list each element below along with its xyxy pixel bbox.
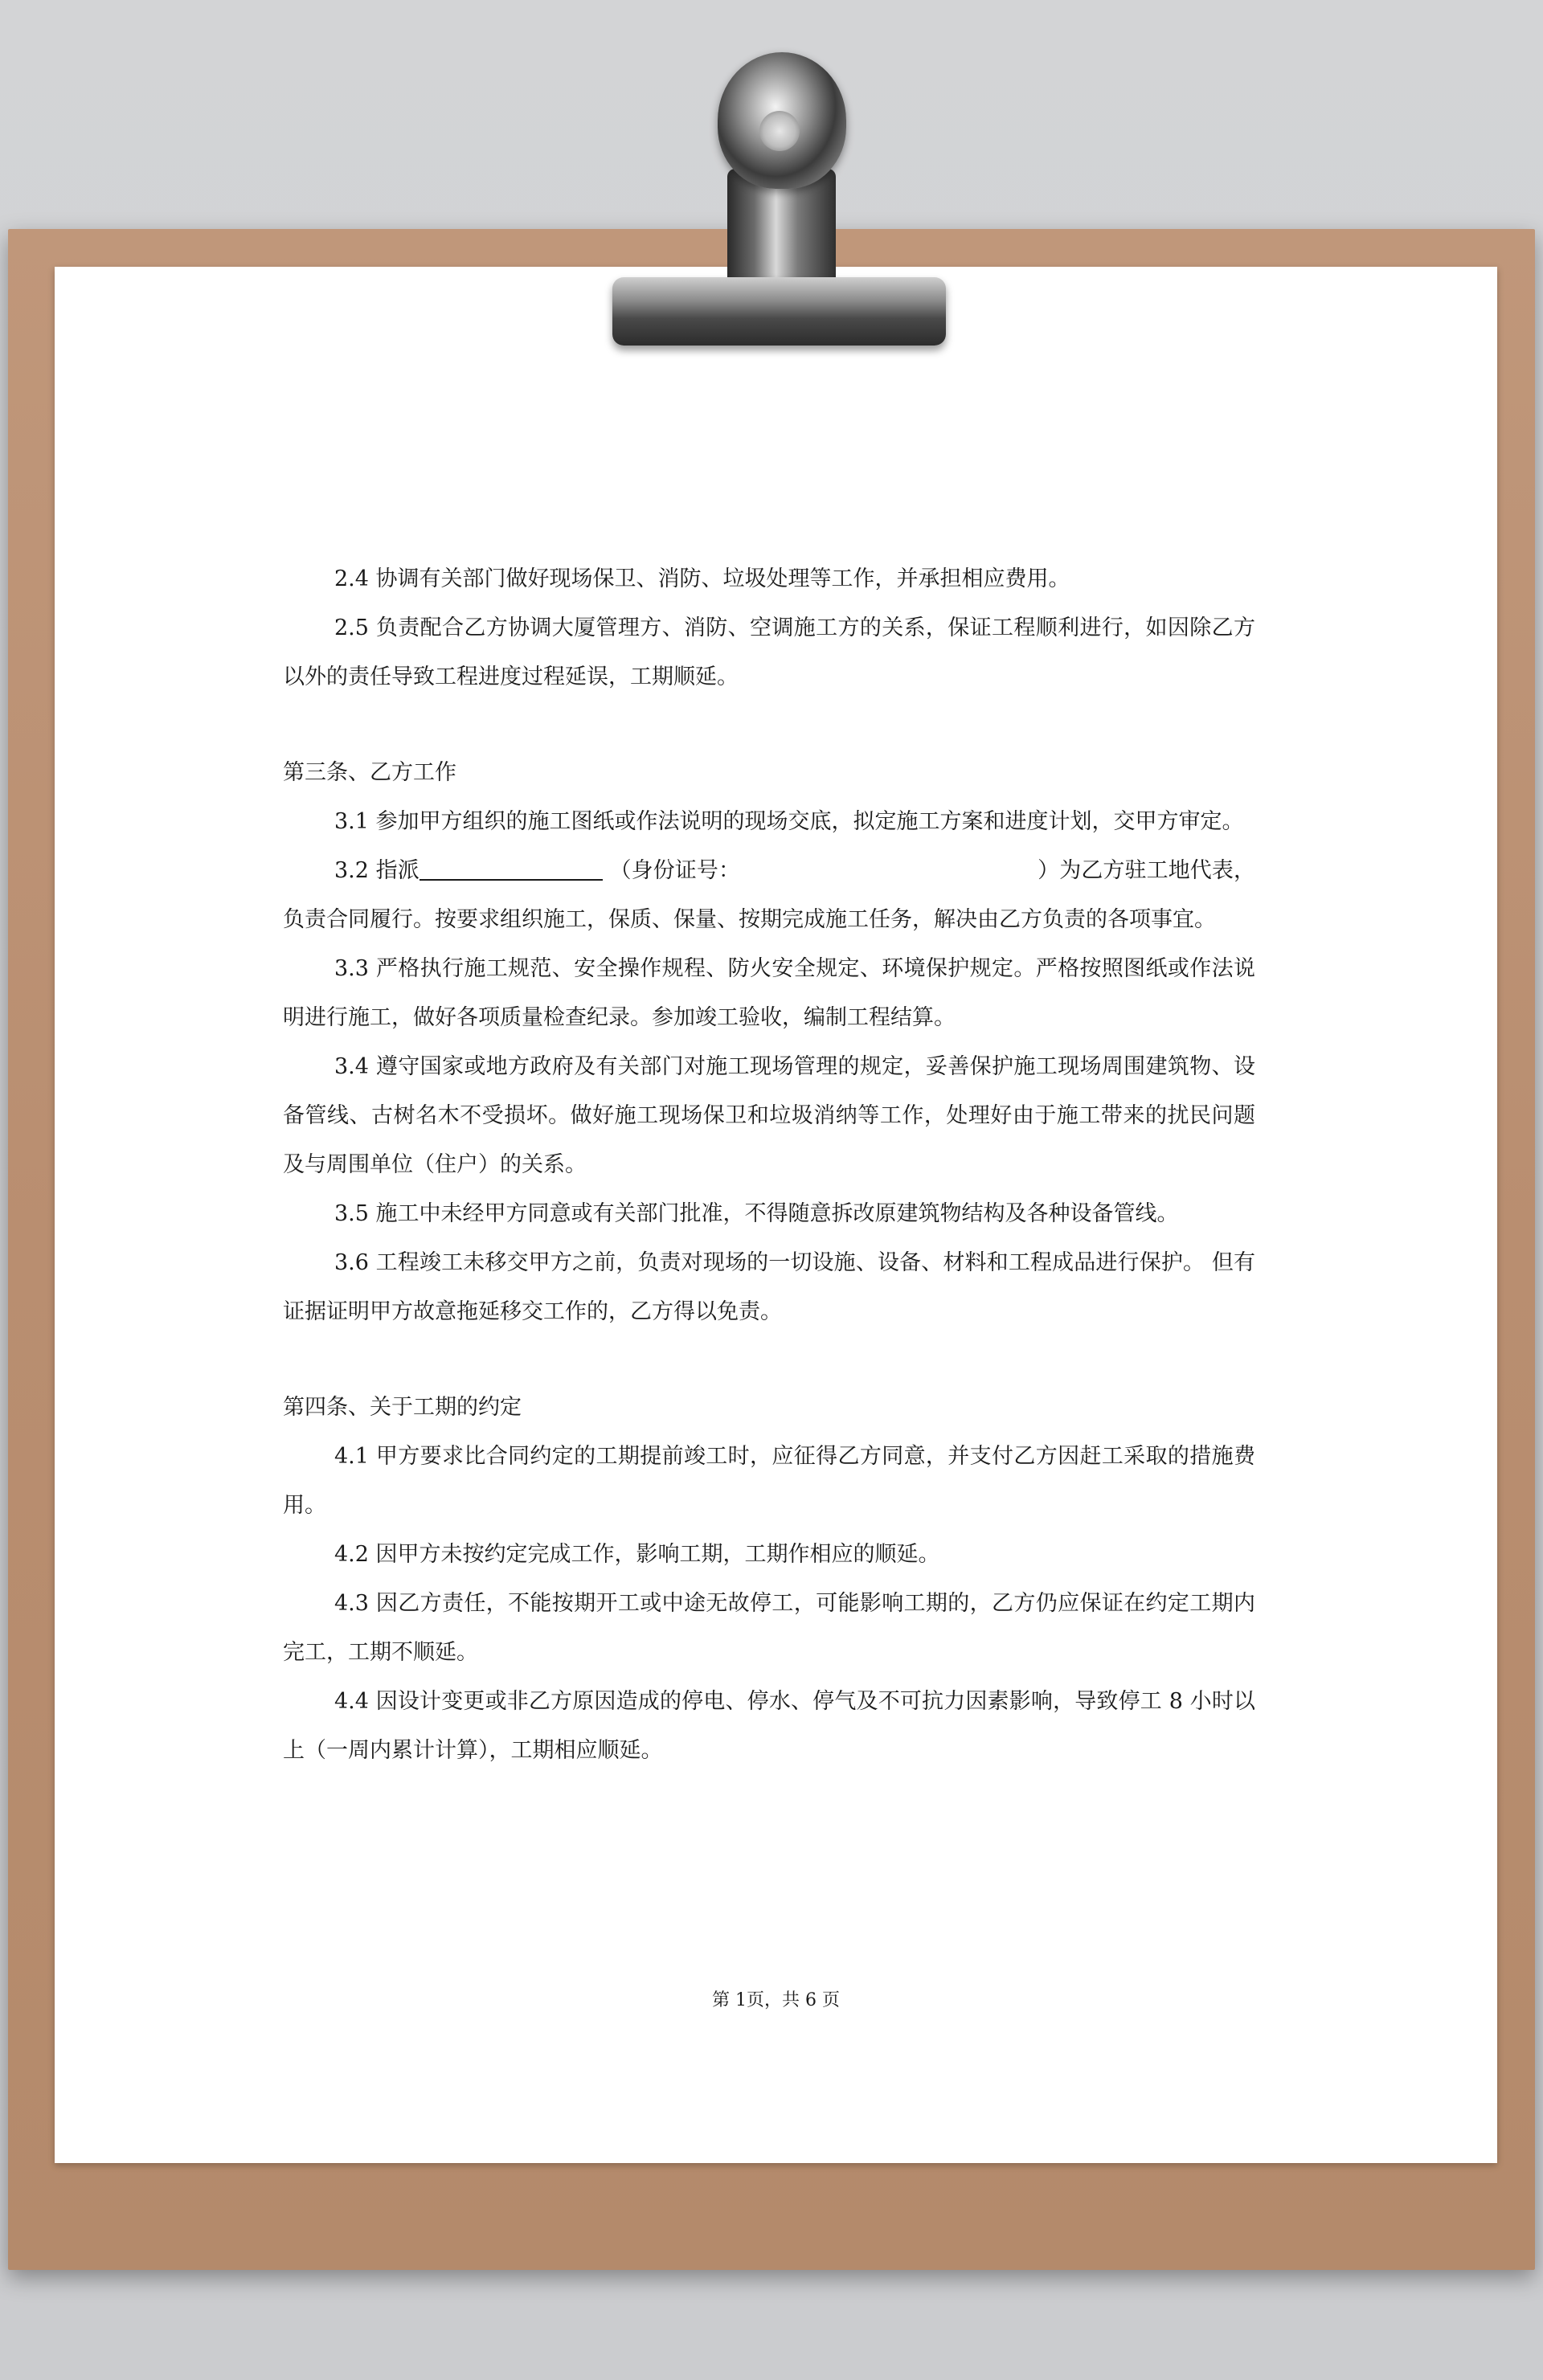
article-3-heading: 第三条、乙方工作	[283, 760, 456, 785]
clause-4-1: 4.1 甲方要求比合同约定的工期提前竣工时，应征得乙方同意，并支付乙方因赶工采取的措施费用。	[283, 1444, 1255, 1518]
clause-3-4: 3.4 遵守国家或地方政府及有关部门对施工现场管理的规定，妥善保护施工现场周围建筑物、设备管线、古树名木不受损坏。做好施工现场保卫和垃圾消纳等工作，处理好由于施工带来的扰民问题及与周围单位（住户）的关系。	[283, 1054, 1255, 1177]
clause-3-1: 3.1 参加甲方组织的施工图纸或作法说明的现场交底，拟定施工方案和进度计划，交甲方审定。	[334, 809, 1244, 834]
binder-clip-hole	[759, 111, 800, 151]
clause-3-2-rest: ）为乙方驻工地代表，负责合同履行。按要求组织施工，保质、保量、按期完成施工任务，解决由乙方负责的各项事宜。	[283, 858, 1255, 932]
clause-4-4: 4.4 因设计变更或非乙方原因造成的停电、停水、停气及不可抗力因素影响，导致停工 8 小时以上（一周内累计计算），工期相应顺延。	[283, 1689, 1255, 1763]
binder-clip-base	[612, 277, 946, 346]
clause-2-4: 2.4 协调有关部门做好现场保卫、消防、垃圾处理等工作，并承担相应费用。	[334, 566, 1070, 591]
article-4-heading: 第四条、关于工期的约定	[283, 1395, 522, 1420]
clause-2-5: 2.5 负责配合乙方协调大厦管理方、消防、空调施工方的关系，保证工程顺利进行，如因除乙方以外的责任导致工程进度过程延误，工期顺延。	[283, 615, 1255, 689]
clause-4-2: 4.2 因甲方未按约定完成工作，影响工期，工期作相应的顺延。	[334, 1542, 940, 1567]
page-footer: 第 1页，共 6 页	[712, 1990, 840, 2010]
clause-3-2	[283, 846, 1255, 944]
document-body	[283, 554, 1255, 1775]
clause-4-3: 4.3 因乙方责任，不能按期开工或中途无故停工，可能影响工期的，乙方仍应保证在约定工期内完工，工期不顺延。	[283, 1591, 1255, 1665]
clause-3-6: 3.6 工程竣工未移交甲方之前，负责对现场的一切设施、设备、材料和工程成品进行保护。 但有证据证明甲方故意拖延移交工作的，乙方得以免责。	[283, 1250, 1255, 1324]
clause-3-5: 3.5 施工中未经甲方同意或有关部门批准，不得随意拆改原建筑物结构及各种设备管线。	[334, 1201, 1179, 1226]
clause-3-3: 3.3 严格执行施工规范、安全操作规程、防火安全规定、环境保护规定。严格按照图纸或作法说明进行施工，做好各项质量检查纪录。参加竣工验收，编制工程结算。	[283, 956, 1255, 1030]
clause-3-2-id-label: （身份证号：	[609, 858, 741, 883]
representative-name-blank[interactable]	[420, 855, 603, 881]
clause-3-2-lead: 3.2 指派	[334, 858, 420, 883]
